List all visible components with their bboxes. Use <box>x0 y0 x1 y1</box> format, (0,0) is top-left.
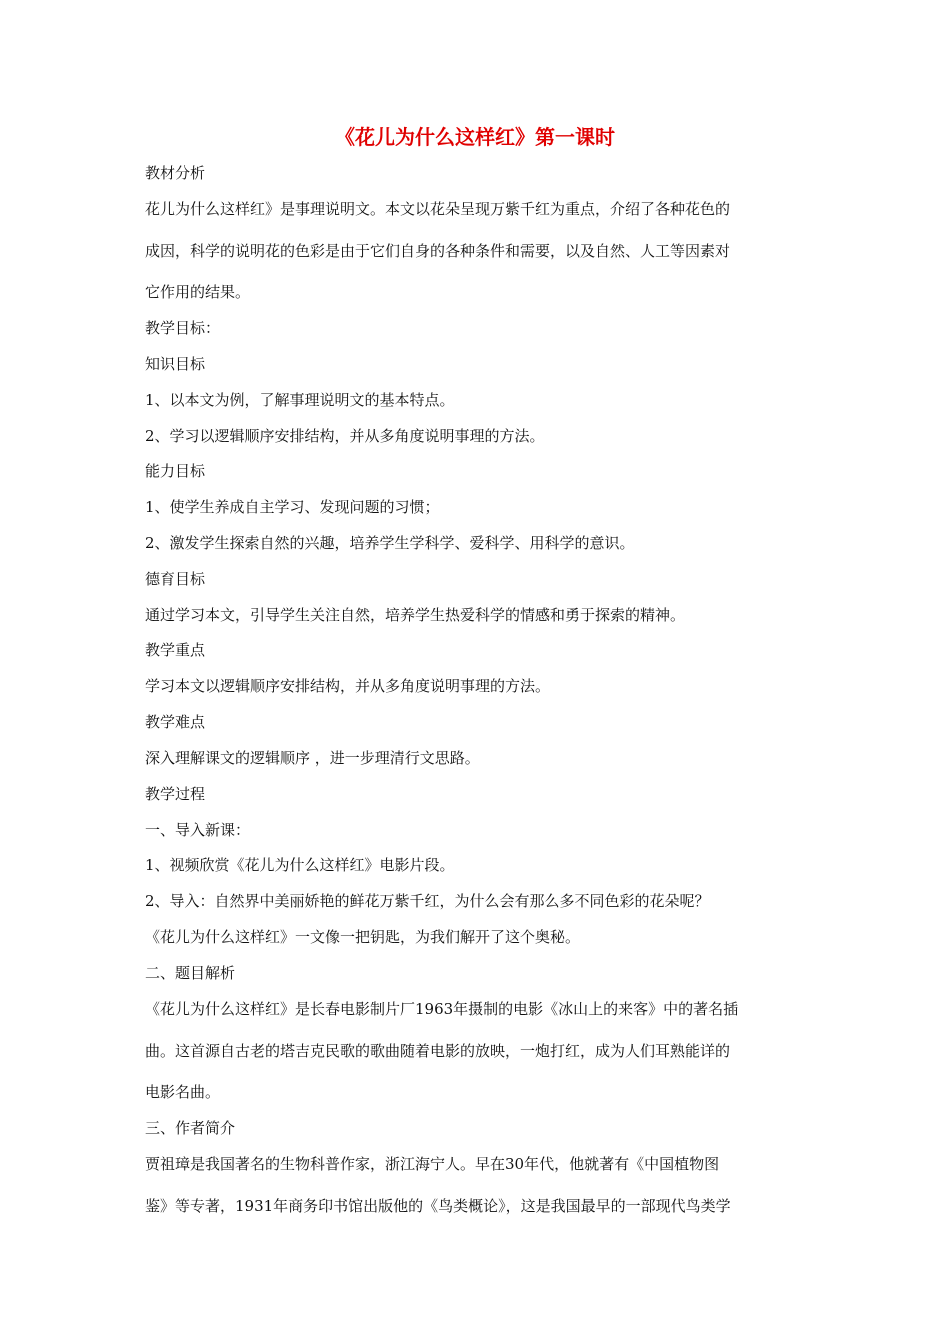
paragraph-line: 《花儿为什么这样红》是长春电影制片厂1963年摄制的电影《冰山上的来客》中的著名插 <box>145 1000 739 1018</box>
list-item: 2、导入：自然界中美丽娇艳的鲜花万紫千红，为什么会有那么多不同色彩的花朵呢？ <box>145 892 710 910</box>
list-item: 1、视频欣赏《花儿为什么这样红》电影片段。 <box>145 856 455 874</box>
heading-teaching-difficulty: 教学难点 <box>145 713 206 731</box>
section-heading: 一、导入新课： <box>145 821 251 839</box>
heading-moral-goals: 德育目标 <box>145 570 206 588</box>
heading-teaching-focus: 教学重点 <box>145 641 206 659</box>
paragraph-line: 鉴》等专著，1931年商务印书馆出版他的《鸟类概论》，这是我国最早的一部现代鸟类学 <box>145 1197 731 1215</box>
heading-teaching-process: 教学过程 <box>145 785 206 803</box>
paragraph-line: 学习本文以逻辑顺序安排结构，并从多角度说明事理的方法。 <box>145 677 551 695</box>
heading-textbook-analysis: 教材分析 <box>145 164 206 182</box>
paragraph-line: 曲。这首源自古老的塔吉克民歌的歌曲随着电影的放映，一炮打红，成为人们耳熟能详的 <box>145 1042 731 1060</box>
paragraph-line: 花儿为什么这样红》是事理说明文。本文以花朵呈现万紫千红为重点，介绍了各种花色的 <box>145 200 731 218</box>
paragraph-line: 通过学习本文，引导学生关注自然，培养学生热爱科学的情感和勇于探索的精神。 <box>145 606 686 624</box>
paragraph-line: 电影名曲。 <box>145 1083 221 1101</box>
heading-ability-goals: 能力目标 <box>145 462 206 480</box>
section-heading: 三、作者简介 <box>145 1119 236 1137</box>
list-item: 2、激发学生探索自然的兴趣，培养学生学科学、爱科学、用科学的意识。 <box>145 534 635 552</box>
list-item: 1、使学生养成自主学习、发现问题的习惯； <box>145 498 440 516</box>
paragraph-line: 成因，科学的说明花的色彩是由于它们自身的各种条件和需要，以及自然、人工等因素对 <box>145 242 731 260</box>
paragraph-line: 《花儿为什么这样红》一文像一把钥匙，为我们解开了这个奥秘。 <box>145 928 581 946</box>
paragraph-line: 它作用的结果。 <box>145 283 251 301</box>
heading-teaching-goals: 教学目标： <box>145 319 221 337</box>
list-item: 2、学习以逻辑顺序安排结构，并从多角度说明事理的方法。 <box>145 427 545 445</box>
paragraph-line: 贾祖璋是我国著名的生物科普作家，浙江海宁人。早在30年代，他就著有《中国植物图 <box>145 1155 720 1173</box>
list-item: 1、以本文为例，了解事理说明文的基本特点。 <box>145 391 455 409</box>
paragraph-line: 深入理解课文的逻辑顺序 ，进一步理清行文思路。 <box>145 749 480 767</box>
document-title: 《花儿为什么这样红》第一课时 <box>335 125 615 149</box>
heading-knowledge-goals: 知识目标 <box>145 355 206 373</box>
section-heading: 二、题目解析 <box>145 964 236 982</box>
